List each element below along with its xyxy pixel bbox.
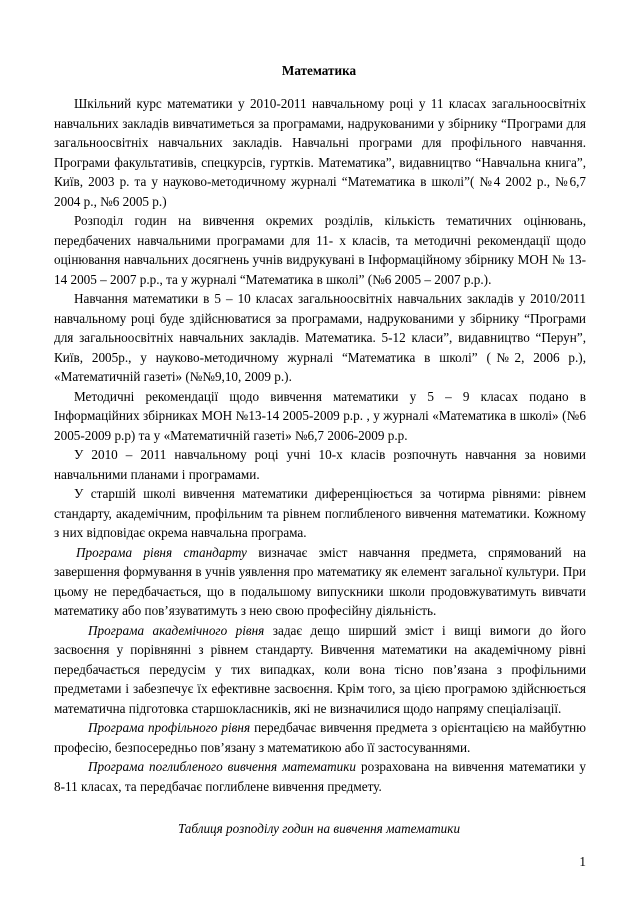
paragraph-lead: Програма профільного рівня bbox=[88, 720, 251, 735]
paragraph: У 2010 – 2011 навчальному році учні 10-х класів розпочнуть навчання за новими навчальними планами і програмами. bbox=[54, 447, 586, 482]
paragraph: Навчання математики в 5 – 10 класах загальноосвітніх навчальних закладів у 2010/2011 навчальному році буде здійснюватися за програмами, надрукованими у збірнику “Програми для загальноосвітніх навчальних закладів. Математика. 5-12 класи”, видавництво “Перун”, Київ, 2005р., у науково-методичному журналі “Математика в школі” (№2, 2006 р.), «Математичній газеті» (№№9,10, 2009 р.). bbox=[54, 291, 586, 384]
paragraph-text: розрахована на вивчення математики у 8-11 класах, та передбачає поглиблене вивчення предмету. bbox=[54, 759, 586, 794]
paragraph: Шкільний курс математики у 2010-2011 навчальному році у 11 класах загальноосвітніх навчальних закладів вивчатиметься за програмами, надрукованими у збірнику “Програми для загальноосвітніх навчальних закладів. Навчальні програми для профільного навчання. Програми факультативів, спецкурсів, гуртків. Математика”, видавництво “Навчальна книга”, Київ, 2003 р. та у науково-методичному журналі “Математика в школі”( №4 2002 р., №6,7 2004 р., №6 2005 р.) bbox=[54, 96, 586, 209]
page-number: 1 bbox=[579, 854, 586, 869]
paragraph bbox=[54, 718, 586, 757]
document-body bbox=[54, 94, 586, 796]
paragraph-text: передбачає вивчення предмета з орієнтацією на майбутню професію, безпосередньо пов’язану з математикою або її застосуваннями. bbox=[54, 720, 586, 755]
paragraph: У старшій школі вивчення математики диференціюється за чотирма рівнями: рівнем стандарту, академічним, профільним та рівнем поглибленого вивчення математики. Кожному з них відповідає окрема навчальна програма. bbox=[54, 486, 586, 540]
paragraph-lead: Програма поглибленого вивчення математики bbox=[88, 759, 357, 774]
paragraph-text: задає дещо ширший зміст і вищі вимоги до його засвоєння у порівнянні з рівнем стандарту. Вивчення математики на академічному рівні передбачається передусім у тих випадках, коли вона тісно пов’язана з профільними предметами і забезпечує їх ефективне засвоєння. Крім того, за цією програмою здійснюється математична підготовка старшокласників, які не визначилися щодо напряму спеціалізації. bbox=[54, 622, 586, 716]
paragraph-lead: Програма академічного рівня bbox=[88, 622, 265, 638]
page-title: Математика bbox=[281, 63, 357, 78]
table-caption: Таблиця розподілу годин на вивчення математики bbox=[177, 821, 461, 836]
paragraph-text: визначає зміст навчання предмета, спрямований на завершення формування в учнів уявлення про математику як елемент загальної культури. При цьому не передбачається, що в подальшому випускники школи продовжуватимуть вивчати математику або пов’язуватимуть з нею свою професійну діяльність. bbox=[54, 544, 586, 618]
paragraph bbox=[54, 621, 586, 719]
paragraph: Методичні рекомендації щодо вивчення математики у 5 – 9 класах подано в Інформаційних збірниках МОН №13-14 2005-2009 р.р. , у журналі «Математика в школі» (№6 2005-2009 р.р) та у «Математичній газеті» №6,7 2006-2009 р.р. bbox=[54, 388, 586, 443]
paragraph bbox=[54, 757, 586, 796]
paragraph bbox=[54, 543, 586, 621]
paragraph-lead: Програма рівня стандарту bbox=[76, 544, 247, 560]
paragraph: Розподіл годин на вивчення окремих розділів, кількість тематичних оцінювань, передбачених навчальними програмами для 11- х класів, та методичні рекомендації щодо оцінювання навчальних досягнень учнів видрукувані в Інформаційному збірнику МОН № 13-14 2005 – 2007 р.р., та у журналі “Математика в школі” (№6 2005 – 2007 р.р.). bbox=[54, 213, 586, 287]
